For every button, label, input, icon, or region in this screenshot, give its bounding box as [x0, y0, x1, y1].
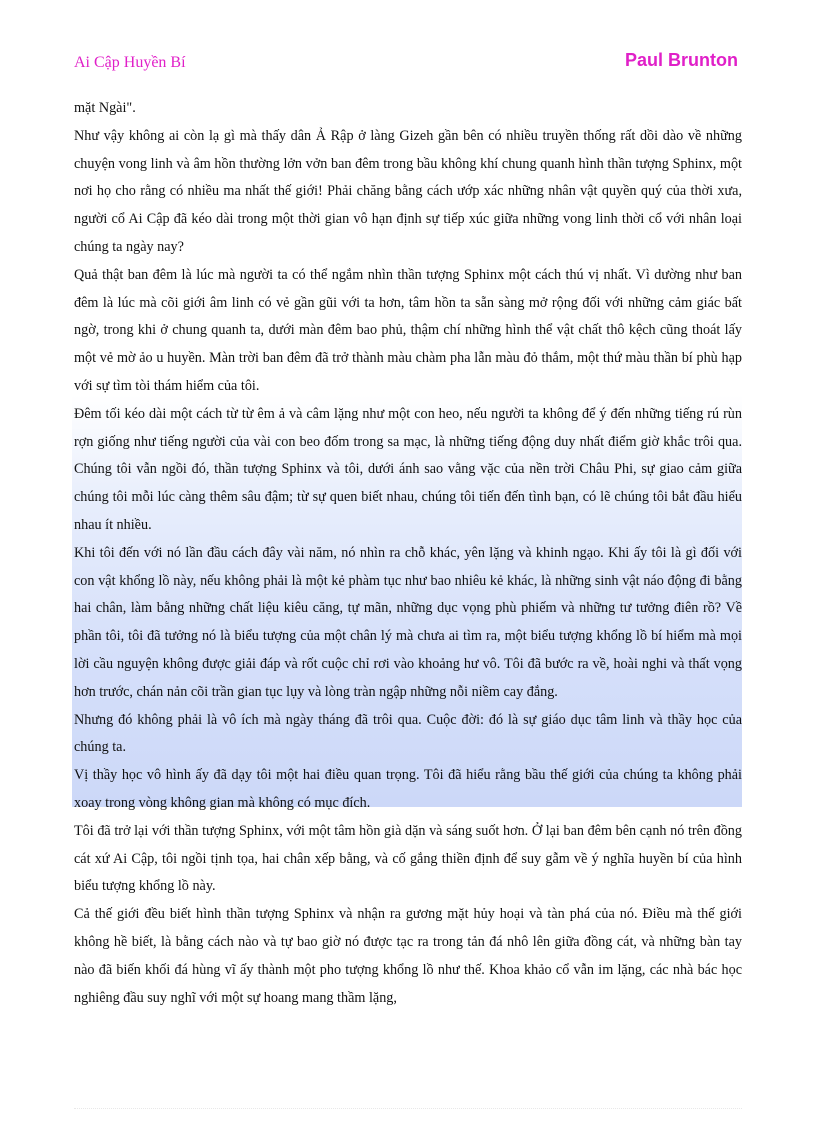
- paragraph: Vị thầy học vô hình ấy đã dạy tôi một hai điều quan trọng. Tôi đã hiểu rằng bầu thế giới của chúng ta không phải xoay trong vòng không gian mà không có mục đích.: [74, 767, 742, 811]
- paragraph: Đêm tối kéo dài một cách từ từ êm ả và câm lặng như một con heo, nếu người ta không để ý đến những tiếng rú rùn rợn giống như tiếng người của vài con beo đốm trong sa mạc, là những tiếng động duy nhất điểm giờ khắc trôi qua. Chúng tôi vẫn ngồi đó, thần tượng Sphinx và tôi, dưới ánh sao vằng vặc của nền trời Châu Phi, sự giao cảm giữa chúng tôi mỗi lúc càng thêm sâu đậm; từ sự quen biết nhau, chúng tôi tiến đến tình bạn, có lẽ chúng tôi bắt đầu hiểu nhau ít nhiều.: [74, 405, 742, 533]
- paragraph: Khi tôi đến với nó lần đầu cách đây vài năm, nó nhìn ra chỗ khác, yên lặng và khinh ngạo. Khi ấy tôi là gì đối với con vật khổng lồ này, nếu không phải là một kẻ phàm tục như bao nhiêu kẻ khác, là những sinh vật náo động đi bằng hai chân, làm bằng những chất liệu kiêu căng, tự mãn, những dục vọng phù phiếm và những tư tưởng điên rồ? Về phần tôi, tôi đã tưởng nó là biểu tượng của một chân lý mà chưa ai tìm ra, một biểu tượng khổng lồ bí hiểm mà mọi lời cầu nguyện không được giải đáp và rốt cuộc chỉ rơi vào khoảng hư vô. Tôi đã bước ra về, hoài nghi và thất vọng hơn trước, chán nản cõi trần gian tục lụy và lòng tràn ngập những nỗi niềm cay đắng.: [74, 544, 742, 700]
- footer-divider: [74, 1108, 742, 1109]
- paragraph: Như vậy không ai còn lạ gì mà thấy dân Ả Rập ở làng Gizeh gần bên có nhiều truyền thống rất dồi dào về những chuyện vong linh và âm hồn thường lởn vởn ban đêm trong bầu không khí chung quanh hình thần tượng Sphinx, một nơi họ cho rằng có nhiều ma nhất thế giới! Phải chăng bằng cách ướp xác những nhân vật quyền quý của thời xưa, người cổ Ai Cập đã kéo dài trong một thời gian vô hạn định sự tiếp xúc giữa những vong linh thời cổ với nhân loại chúng ta ngày nay?: [74, 127, 742, 255]
- paragraph: mặt Ngài".: [74, 100, 136, 116]
- book-title: Ai Cập Huyền Bí: [74, 54, 186, 71]
- page-header: [74, 50, 738, 76]
- paragraph: Tôi đã trở lại với thần tượng Sphinx, với một tâm hồn già dặn và sáng suốt hơn. Ở lại ban đêm bên cạnh nó trên đồng cát xứ Ai Cập, tôi ngồi tịnh tọa, hai chân xếp bằng, và cố gắng thiền định để suy gẫm về ý nghĩa huyền bí của hình biểu tượng khổng lồ này.: [74, 822, 742, 895]
- paragraph: Cả thế giới đều biết hình thần tượng Sphinx và nhận ra gương mặt hủy hoại và tàn phá của nó. Điều mà thế giới không hề biết, là bằng cách nào và tự bao giờ nó được tạc ra trong tản đá nhô lên giữa đồng cát, và những bàn tay nào đã biến khối đá hùng vĩ ấy thành một pho tượng khổng lồ như thế. Khoa khảo cổ vẫn im lặng, các nhà bác học nghiêng đầu suy nghĩ với một sự hoang mang thầm lặng,: [74, 906, 742, 1006]
- author-name: Paul Brunton: [625, 50, 738, 70]
- paragraph: Nhưng đó không phải là vô ích mà ngày tháng đã trôi qua. Cuộc đời: đó là sự giáo dục tâm linh và thầy học của chúng ta.: [74, 711, 742, 756]
- paragraph: Quả thật ban đêm là lúc mà người ta có thể ngắm nhìn thần tượng Sphinx một cách thú vị nhất. Vì dường như ban đêm là lúc mà cõi giới âm linh có vẻ gần gũi với ta hơn, tâm hồn ta sẵn sàng mở rộng đối với những cảm giác bất ngờ, trong khi ở chung quanh ta, dưới màn đêm bao phủ, thậm chí những hình thể vật chất thô kệch cũng thoát lấy một vẻ mờ ảo u huyền. Màn trời ban đêm đã trở thành màu chàm pha lẫn màu đỏ thắm, một thứ màu thần bí phù hạp với sự tìm tòi thám hiểm của tôi.: [74, 266, 742, 394]
- page-body: [74, 95, 742, 1012]
